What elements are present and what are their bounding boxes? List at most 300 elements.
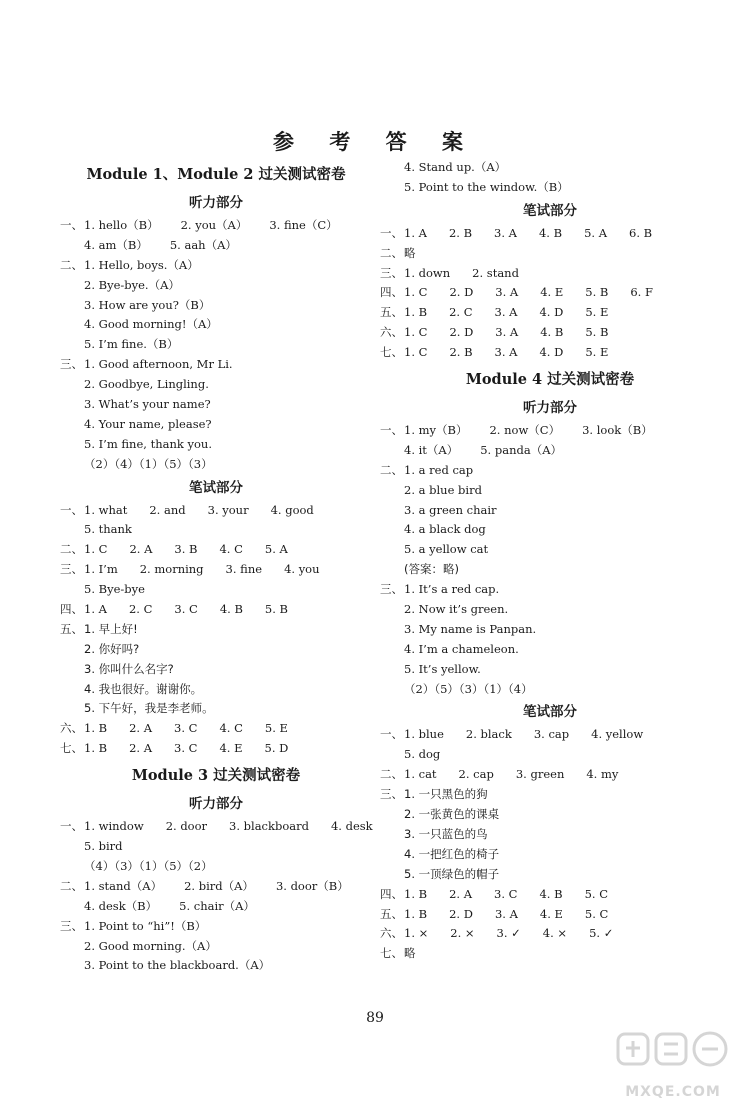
answer-items bbox=[404, 765, 640, 785]
answer-line bbox=[60, 216, 372, 236]
answer-item: 4. good bbox=[270, 502, 314, 517]
page-number: 89 bbox=[366, 1010, 384, 1026]
answer-item: 4. E bbox=[539, 906, 563, 921]
answer-item: 5. E bbox=[264, 721, 288, 736]
answer-item: 4. D bbox=[539, 305, 564, 320]
question-number: 二、 bbox=[60, 878, 83, 893]
answer-line bbox=[380, 725, 720, 745]
answer-items bbox=[404, 745, 462, 765]
answer-line bbox=[60, 877, 372, 897]
answer-item: 3. A bbox=[494, 305, 518, 320]
answer-item: 4. yellow bbox=[591, 727, 644, 742]
question-number: 七、 bbox=[60, 741, 83, 756]
answer-items bbox=[404, 560, 481, 580]
answer-item: 1. Good afternoon, Mr Li. bbox=[84, 357, 233, 372]
module-title: Module 4 过关测试密卷 bbox=[465, 371, 635, 389]
answer-item: 5. chair（A） bbox=[179, 898, 255, 913]
answer-item: 2. cap bbox=[458, 767, 494, 782]
answer-items bbox=[404, 660, 503, 680]
question-number: 二、 bbox=[380, 245, 403, 260]
answer-items bbox=[84, 620, 160, 640]
answer-line bbox=[60, 355, 372, 375]
question-number: 二、 bbox=[380, 767, 403, 782]
answer-items bbox=[84, 256, 221, 276]
answer-line bbox=[60, 540, 372, 560]
answer-items bbox=[404, 461, 495, 481]
answer-items bbox=[404, 520, 508, 540]
answer-item: 3. blackboard bbox=[229, 819, 309, 834]
answer-item: 3. C bbox=[174, 602, 198, 617]
answer-item: 4. desk（B） bbox=[84, 898, 158, 913]
watermark-logo bbox=[614, 1028, 732, 1100]
question-number: 四、 bbox=[380, 285, 403, 300]
answer-line bbox=[60, 837, 372, 857]
question-number: 三、 bbox=[380, 582, 403, 597]
page-title: 参 考 答 案 bbox=[273, 130, 477, 154]
answer-item: 3. green bbox=[515, 767, 565, 782]
answer-item: (答案：略) bbox=[404, 562, 459, 577]
answer-line bbox=[380, 178, 720, 198]
question-number: 一、 bbox=[60, 218, 83, 232]
answer-item: 2. D bbox=[449, 906, 473, 921]
answer-items bbox=[84, 276, 202, 296]
answer-items bbox=[84, 857, 235, 877]
answer-item: 4. B bbox=[538, 225, 563, 240]
answer-item: 3. A bbox=[495, 285, 519, 300]
module-title: Module 3 过关测试密卷 bbox=[131, 767, 301, 785]
answer-item: 5. It’s yellow. bbox=[404, 661, 481, 676]
answer-item: 5. Bye-bye bbox=[84, 582, 145, 597]
answer-item: 1. C bbox=[404, 345, 428, 360]
answer-items bbox=[404, 264, 541, 284]
answer-item: 2. × bbox=[450, 926, 475, 941]
answer-line bbox=[380, 620, 720, 640]
answer-item: 4. E bbox=[219, 741, 243, 756]
answer-item: 2. Goodbye, Lingling. bbox=[84, 377, 209, 392]
answer-items bbox=[84, 415, 234, 435]
question-number: 二、 bbox=[60, 257, 83, 272]
answer-item: 1. A bbox=[404, 225, 427, 240]
question-number: 二、 bbox=[380, 462, 403, 477]
answer-items bbox=[84, 375, 231, 395]
question-number: 四、 bbox=[60, 602, 83, 617]
answer-item: 2. and bbox=[149, 502, 186, 517]
answer-item: 5. C bbox=[584, 906, 609, 921]
answer-item: 3. Point to the blackboard.（A） bbox=[84, 958, 271, 973]
question-number: 一、 bbox=[60, 819, 83, 834]
answer-items bbox=[404, 944, 438, 964]
answer-item: 4. × bbox=[542, 926, 568, 941]
answer-items bbox=[84, 956, 292, 976]
answer-line bbox=[60, 276, 372, 296]
answer-item: 1. stand（A） bbox=[84, 878, 163, 893]
answer-item: 5. 下午好，我是李老师。 bbox=[84, 701, 214, 716]
answer-line bbox=[60, 315, 372, 335]
answer-item: 1. × bbox=[404, 926, 429, 941]
answer-line bbox=[60, 857, 372, 877]
answer-item: 3. your bbox=[207, 502, 249, 517]
answer-line bbox=[60, 600, 372, 620]
answer-line bbox=[60, 699, 372, 719]
question-number: 一、 bbox=[380, 727, 403, 742]
answer-line bbox=[380, 865, 720, 885]
answer-item: 2. door bbox=[165, 819, 208, 834]
answer-line bbox=[380, 323, 720, 343]
answer-items bbox=[404, 640, 541, 660]
answer-item: （2）（4）（1）（5）（3） bbox=[84, 456, 213, 471]
question-number: 七、 bbox=[380, 345, 403, 360]
answer-item: 2. D bbox=[449, 325, 474, 340]
answer-item: 4. C bbox=[219, 542, 243, 557]
answer-items bbox=[84, 660, 196, 680]
answer-item: 2. C bbox=[449, 305, 473, 320]
answer-items bbox=[84, 296, 232, 316]
answer-item: 1. C bbox=[84, 542, 108, 557]
answer-line bbox=[60, 897, 372, 917]
question-number: 五、 bbox=[380, 305, 403, 320]
question-number: 七、 bbox=[380, 946, 403, 961]
answer-items bbox=[404, 421, 675, 441]
answer-line bbox=[60, 335, 372, 355]
answer-item: 5. A bbox=[264, 542, 288, 557]
answer-line bbox=[380, 421, 720, 441]
answer-item: 1. Point to “hi”!（B） bbox=[84, 918, 207, 933]
answer-items bbox=[404, 224, 674, 244]
answer-line bbox=[380, 885, 720, 905]
answer-items bbox=[404, 178, 591, 198]
answer-item: 2. A bbox=[129, 721, 153, 736]
section-title: 笔试部分 bbox=[189, 479, 243, 496]
left-column bbox=[60, 158, 372, 976]
answer-items bbox=[404, 343, 630, 363]
answer-item: 5. E bbox=[585, 345, 609, 360]
answer-item: 5. ✓ bbox=[589, 926, 614, 941]
answer-items bbox=[84, 315, 240, 335]
answer-line bbox=[60, 817, 372, 837]
answer-item: 4. C bbox=[219, 721, 243, 736]
answer-item: 1. Hello, boys.（A） bbox=[84, 257, 199, 272]
answer-item: 4. it（A） bbox=[404, 442, 459, 457]
question-number: 六、 bbox=[380, 325, 403, 340]
answer-item: 3. B bbox=[174, 542, 198, 557]
answer-item: 5. A bbox=[584, 225, 607, 240]
answer-line bbox=[60, 395, 372, 415]
answer-item: 4. Good morning!（A） bbox=[84, 317, 218, 332]
answer-item: 5. C bbox=[584, 886, 608, 901]
answer-item: 1. window bbox=[84, 819, 144, 834]
answer-item: 1. C bbox=[404, 325, 428, 340]
answer-item: 2. now（C） bbox=[489, 423, 561, 438]
answer-item: 3. A bbox=[494, 225, 517, 240]
answer-items bbox=[84, 739, 310, 759]
answer-line bbox=[60, 256, 372, 276]
answer-item: 3. cap bbox=[533, 727, 570, 742]
answer-items bbox=[404, 865, 521, 885]
question-number: 三、 bbox=[380, 265, 403, 280]
answer-item: 5. bird bbox=[84, 839, 123, 854]
answer-items bbox=[404, 825, 510, 845]
answer-line bbox=[380, 501, 720, 521]
answer-line bbox=[380, 660, 720, 680]
answer-item: （4）（3）（1）（5）（2） bbox=[84, 858, 213, 873]
answer-line bbox=[60, 415, 372, 435]
question-number: 五、 bbox=[380, 906, 403, 921]
answer-item: 4. D bbox=[539, 345, 564, 360]
answer-line bbox=[60, 236, 372, 256]
answer-item: 2. B bbox=[448, 225, 473, 240]
answer-line bbox=[380, 580, 720, 600]
answer-line bbox=[60, 560, 372, 580]
answer-item: 1. down bbox=[404, 265, 451, 280]
answer-items bbox=[84, 640, 161, 660]
answer-items bbox=[404, 805, 521, 825]
answer-line bbox=[60, 375, 372, 395]
answer-line bbox=[380, 343, 720, 363]
answer-item: 2. B bbox=[449, 345, 473, 360]
answer-items bbox=[404, 244, 438, 264]
answer-line bbox=[60, 937, 372, 957]
question-number: 六、 bbox=[60, 721, 83, 736]
answer-line bbox=[60, 501, 372, 521]
answer-item: 1. 早上好! bbox=[84, 621, 138, 636]
answer-items bbox=[84, 580, 167, 600]
answer-items bbox=[404, 303, 630, 323]
answer-item: 4. B bbox=[540, 325, 564, 340]
answer-line bbox=[380, 520, 720, 540]
answer-item: 3. My name is Panpan. bbox=[404, 621, 537, 636]
answer-items bbox=[84, 435, 234, 455]
answer-item: 5. 一顶绿色的帽子 bbox=[404, 866, 500, 881]
answer-items bbox=[84, 335, 200, 355]
answer-item: 3. look（B） bbox=[582, 423, 653, 438]
answer-item: 4. Stand up.（A） bbox=[404, 160, 507, 174]
answer-items bbox=[404, 680, 555, 700]
answer-line bbox=[380, 680, 720, 700]
answer-item: 1. my（B） bbox=[404, 423, 468, 438]
answer-items bbox=[404, 540, 510, 560]
watermark-seal-icon bbox=[614, 1028, 732, 1082]
answer-items bbox=[84, 897, 277, 917]
answer-item: 5. B bbox=[585, 325, 609, 340]
question-number: 五、 bbox=[60, 621, 83, 636]
answer-line bbox=[380, 481, 720, 501]
section-title: 笔试部分 bbox=[523, 202, 577, 219]
answer-item: 2. Now it’s green. bbox=[404, 602, 509, 617]
answer-item: 2. A bbox=[129, 542, 153, 557]
answer-items bbox=[404, 785, 510, 805]
section-title: 听力部分 bbox=[189, 195, 243, 211]
answer-items bbox=[404, 620, 558, 640]
answer-item: 1. B bbox=[84, 741, 108, 756]
answer-item: 4. Your name, please? bbox=[84, 416, 212, 431]
answer-items bbox=[404, 501, 519, 521]
answer-line bbox=[380, 600, 720, 620]
answer-items bbox=[84, 817, 395, 837]
question-number: 三、 bbox=[380, 787, 403, 802]
answer-item: 2. morning bbox=[139, 562, 204, 577]
answer-items bbox=[84, 395, 233, 415]
answer-item: （2）（5）（3）（1）（4） bbox=[404, 681, 533, 696]
answer-line bbox=[380, 158, 720, 178]
answer-line bbox=[380, 845, 720, 865]
answer-item: 3. ✓ bbox=[496, 926, 521, 941]
answer-line bbox=[380, 785, 720, 805]
answer-items bbox=[84, 216, 360, 236]
answer-items bbox=[84, 236, 259, 256]
answer-items bbox=[84, 877, 371, 897]
answer-item: 4. desk bbox=[330, 819, 373, 834]
answer-item: 2. D bbox=[449, 285, 474, 300]
answer-items bbox=[84, 600, 310, 620]
answer-items bbox=[404, 441, 584, 461]
answer-item: 5. D bbox=[264, 741, 289, 756]
answer-item: 4. B bbox=[539, 886, 563, 901]
question-number: 三、 bbox=[60, 562, 83, 577]
answer-item: 3. a green chair bbox=[404, 502, 497, 517]
section-title: 听力部分 bbox=[189, 796, 243, 813]
answer-line bbox=[60, 520, 372, 540]
answer-item: 2. A bbox=[449, 886, 473, 901]
answer-item: 1. C bbox=[404, 285, 428, 300]
answer-line bbox=[380, 560, 720, 580]
answer-line bbox=[60, 640, 372, 660]
answer-item: 5. I’m fine.（B） bbox=[84, 337, 179, 352]
question-number: 四、 bbox=[380, 886, 403, 901]
answer-line bbox=[380, 905, 720, 925]
answer-line bbox=[380, 283, 720, 303]
answer-line bbox=[380, 303, 720, 323]
answer-item: 3. A bbox=[494, 345, 518, 360]
answer-item: 3. C bbox=[174, 721, 198, 736]
answer-item: 5. dog bbox=[404, 747, 441, 762]
answer-item: 略 bbox=[404, 946, 416, 961]
answer-items bbox=[84, 520, 154, 540]
answer-line bbox=[380, 224, 720, 244]
answer-line bbox=[60, 296, 372, 316]
answer-items bbox=[84, 699, 236, 719]
question-number: 二、 bbox=[60, 542, 83, 557]
answer-line bbox=[380, 745, 720, 765]
answer-item: 3. fine（C） bbox=[269, 218, 338, 232]
answer-item: 1. 一只黑色的狗 bbox=[404, 787, 488, 802]
section-title: 笔试部分 bbox=[523, 704, 577, 721]
answer-item: 5. a yellow cat bbox=[404, 542, 489, 557]
answer-items bbox=[84, 540, 310, 560]
answer-items bbox=[404, 885, 630, 905]
answer-item: 4. 我也很好。谢谢你。 bbox=[84, 681, 203, 696]
answer-item: 6. F bbox=[630, 285, 653, 300]
answer-item: 略 bbox=[404, 245, 416, 260]
answer-item: 3. C bbox=[174, 741, 198, 756]
answer-item: 4. 一把红色的椅子 bbox=[404, 846, 500, 861]
answer-item: 2. 你好吗? bbox=[84, 641, 140, 656]
answer-item: 4. E bbox=[540, 285, 564, 300]
module-title: Module 1、Module 2 过关测试密卷 bbox=[86, 166, 346, 183]
answer-item: 1. what bbox=[84, 502, 128, 517]
answer-item: 2. bird（A） bbox=[184, 878, 254, 893]
answer-line bbox=[380, 924, 720, 944]
answer-item: 3. What’s your name? bbox=[84, 397, 211, 412]
answer-item: 1. B bbox=[404, 906, 428, 921]
answer-items bbox=[404, 905, 630, 925]
answer-item: 2. stand bbox=[472, 265, 519, 280]
right-column bbox=[380, 158, 720, 964]
answer-items bbox=[404, 158, 528, 178]
answer-line bbox=[380, 640, 720, 660]
answer-item: 5. Point to the window.（B） bbox=[404, 179, 569, 194]
question-number: 六、 bbox=[380, 926, 403, 941]
answer-item: 1. B bbox=[404, 305, 428, 320]
answer-items bbox=[404, 600, 530, 620]
question-number: 一、 bbox=[380, 423, 403, 438]
question-number: 一、 bbox=[380, 225, 403, 240]
answer-item: 4. I’m a chameleon. bbox=[404, 641, 519, 656]
answer-item: 1. B bbox=[84, 721, 108, 736]
answer-items bbox=[84, 837, 145, 857]
answer-item: 2. Good morning.（A） bbox=[84, 938, 217, 953]
answer-item: 3. 一只蓝色的鸟 bbox=[404, 826, 488, 841]
answer-item: 1. B bbox=[404, 886, 428, 901]
question-number: 三、 bbox=[60, 357, 83, 372]
answer-item: 3. A bbox=[494, 906, 518, 921]
answer-line bbox=[380, 441, 720, 461]
answer-item: 5. I’m fine, thank you. bbox=[84, 436, 212, 451]
answer-item: 2. 一张黄色的课桌 bbox=[404, 807, 500, 822]
answer-items bbox=[404, 725, 665, 745]
answer-item: 2. you（A） bbox=[180, 218, 248, 232]
watermark-text: MXQE.COM bbox=[625, 1084, 721, 1100]
answer-item: 2. A bbox=[129, 741, 153, 756]
answer-item: 5. E bbox=[585, 305, 609, 320]
answer-items bbox=[84, 355, 255, 375]
answer-item: 1. A bbox=[84, 602, 107, 617]
answer-item: 2. black bbox=[465, 727, 512, 742]
answer-items bbox=[404, 481, 504, 501]
answer-items bbox=[404, 924, 635, 944]
answer-items bbox=[404, 845, 521, 865]
answer-items bbox=[84, 937, 239, 957]
answer-item: 2. a blue bird bbox=[404, 482, 482, 497]
answer-line bbox=[380, 540, 720, 560]
answer-item: 5. thank bbox=[84, 522, 132, 537]
answer-line bbox=[60, 917, 372, 937]
answer-item: 3. 你叫什么名字? bbox=[84, 661, 174, 676]
answer-item: 5. panda（A） bbox=[480, 442, 563, 457]
answer-item: 2. Bye-bye.（A） bbox=[84, 277, 180, 292]
answer-line bbox=[60, 435, 372, 455]
answer-item: 6. B bbox=[629, 225, 653, 240]
question-number: 一、 bbox=[60, 502, 83, 517]
answer-item: 3. door（B） bbox=[275, 878, 349, 893]
answer-items bbox=[404, 580, 521, 600]
answer-line bbox=[60, 956, 372, 976]
answer-line bbox=[380, 264, 720, 284]
answer-item: 3. C bbox=[494, 886, 518, 901]
answer-item: 1. blue bbox=[404, 727, 444, 742]
answer-item: 4. am（B） bbox=[84, 237, 148, 252]
answer-line bbox=[60, 719, 372, 739]
answer-item: 5. aah（A） bbox=[169, 237, 237, 252]
answer-item: 2. C bbox=[128, 602, 153, 617]
answer-line bbox=[60, 620, 372, 640]
answer-line bbox=[380, 244, 720, 264]
answer-items bbox=[84, 455, 235, 475]
answer-item: 1. It’s a red cap. bbox=[404, 582, 500, 597]
answer-line bbox=[380, 944, 720, 964]
answer-item: 1. I’m bbox=[84, 562, 118, 577]
answer-item: 3. How are you?（B） bbox=[84, 297, 211, 312]
answer-items bbox=[84, 917, 228, 937]
